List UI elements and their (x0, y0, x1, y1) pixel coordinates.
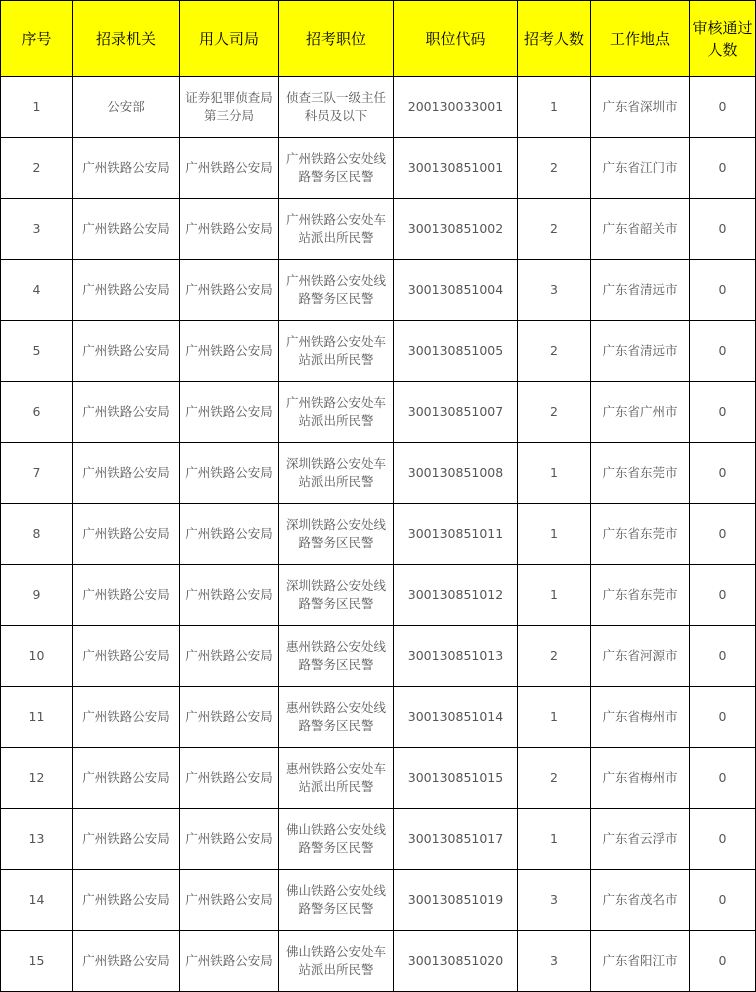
cell-index: 11 (1, 687, 73, 748)
cell-index: 4 (1, 260, 73, 321)
cell-position: 惠州铁路公安处车站派出所民警 (279, 748, 394, 809)
cell-position-code: 300130851005 (394, 321, 518, 382)
cell-approved-count: 0 (690, 77, 756, 138)
cell-work-location: 广东省清远市 (591, 321, 690, 382)
cell-hiring-count: 1 (518, 687, 591, 748)
cell-index: 3 (1, 199, 73, 260)
header-employing-bureau: 用人司局 (180, 1, 279, 77)
cell-approved-count: 0 (690, 687, 756, 748)
cell-hiring-count: 1 (518, 77, 591, 138)
cell-work-location: 广东省河源市 (591, 626, 690, 687)
cell-employing-bureau: 广州铁路公安局 (180, 382, 279, 443)
cell-work-location: 广东省深圳市 (591, 77, 690, 138)
cell-position: 深圳铁路公安处车站派出所民警 (279, 443, 394, 504)
cell-work-location: 广东省东莞市 (591, 504, 690, 565)
cell-hiring-count: 1 (518, 809, 591, 870)
cell-recruiting-agency: 广州铁路公安局 (73, 321, 180, 382)
cell-index: 13 (1, 809, 73, 870)
cell-position-code: 300130851015 (394, 748, 518, 809)
cell-approved-count: 0 (690, 809, 756, 870)
cell-recruiting-agency: 广州铁路公安局 (73, 626, 180, 687)
cell-approved-count: 0 (690, 321, 756, 382)
cell-index: 2 (1, 138, 73, 199)
cell-employing-bureau: 广州铁路公安局 (180, 504, 279, 565)
cell-position-code: 300130851017 (394, 809, 518, 870)
cell-recruiting-agency: 广州铁路公安局 (73, 870, 180, 931)
table-row (1, 260, 756, 321)
header-approved-count: 审核通过人数 (690, 1, 756, 77)
cell-work-location: 广东省东莞市 (591, 443, 690, 504)
table-body (1, 77, 756, 992)
cell-position: 广州铁路公安处车站派出所民警 (279, 321, 394, 382)
cell-index: 14 (1, 870, 73, 931)
cell-hiring-count: 2 (518, 382, 591, 443)
cell-position-code: 300130851012 (394, 565, 518, 626)
table-row (1, 138, 756, 199)
cell-position-code: 300130851011 (394, 504, 518, 565)
cell-employing-bureau: 广州铁路公安局 (180, 687, 279, 748)
cell-approved-count: 0 (690, 260, 756, 321)
cell-position-code: 300130851019 (394, 870, 518, 931)
table-row (1, 748, 756, 809)
cell-employing-bureau: 广州铁路公安局 (180, 321, 279, 382)
cell-approved-count: 0 (690, 931, 756, 992)
table-row (1, 504, 756, 565)
table-row (1, 870, 756, 931)
cell-position: 侦查三队一级主任科员及以下 (279, 77, 394, 138)
table-row (1, 687, 756, 748)
cell-hiring-count: 2 (518, 138, 591, 199)
cell-work-location: 广东省江门市 (591, 138, 690, 199)
table-row (1, 809, 756, 870)
cell-approved-count: 0 (690, 199, 756, 260)
header-row (1, 1, 756, 77)
cell-work-location: 广东省东莞市 (591, 565, 690, 626)
cell-index: 9 (1, 565, 73, 626)
cell-position-code: 300130851013 (394, 626, 518, 687)
cell-hiring-count: 3 (518, 931, 591, 992)
table-row (1, 565, 756, 626)
cell-position: 惠州铁路公安处线路警务区民警 (279, 626, 394, 687)
cell-recruiting-agency: 广州铁路公安局 (73, 748, 180, 809)
cell-hiring-count: 1 (518, 504, 591, 565)
table-row (1, 199, 756, 260)
table-row (1, 626, 756, 687)
cell-position-code: 300130851008 (394, 443, 518, 504)
cell-approved-count: 0 (690, 138, 756, 199)
cell-hiring-count: 1 (518, 443, 591, 504)
cell-work-location: 广东省广州市 (591, 382, 690, 443)
cell-position: 佛山铁路公安处车站派出所民警 (279, 931, 394, 992)
cell-position: 深圳铁路公安处线路警务区民警 (279, 565, 394, 626)
cell-position-code: 300130851004 (394, 260, 518, 321)
cell-work-location: 广东省韶关市 (591, 199, 690, 260)
cell-hiring-count: 2 (518, 748, 591, 809)
header-position: 招考职位 (279, 1, 394, 77)
cell-recruiting-agency: 广州铁路公安局 (73, 565, 180, 626)
cell-hiring-count: 1 (518, 565, 591, 626)
cell-recruiting-agency: 广州铁路公安局 (73, 138, 180, 199)
cell-employing-bureau: 广州铁路公安局 (180, 626, 279, 687)
table-row (1, 77, 756, 138)
cell-position-code: 300130851014 (394, 687, 518, 748)
cell-recruiting-agency: 广州铁路公安局 (73, 443, 180, 504)
cell-approved-count: 0 (690, 870, 756, 931)
cell-recruiting-agency: 公安部 (73, 77, 180, 138)
cell-employing-bureau: 广州铁路公安局 (180, 138, 279, 199)
header-hiring-count: 招考人数 (518, 1, 591, 77)
cell-recruiting-agency: 广州铁路公安局 (73, 199, 180, 260)
cell-approved-count: 0 (690, 504, 756, 565)
cell-employing-bureau: 广州铁路公安局 (180, 199, 279, 260)
cell-recruiting-agency: 广州铁路公安局 (73, 504, 180, 565)
cell-approved-count: 0 (690, 748, 756, 809)
cell-position: 广州铁路公安处线路警务区民警 (279, 138, 394, 199)
cell-position: 佛山铁路公安处线路警务区民警 (279, 870, 394, 931)
cell-hiring-count: 3 (518, 870, 591, 931)
cell-position: 深圳铁路公安处线路警务区民警 (279, 504, 394, 565)
header-position-code: 职位代码 (394, 1, 518, 77)
cell-index: 5 (1, 321, 73, 382)
cell-index: 8 (1, 504, 73, 565)
table-row (1, 931, 756, 992)
cell-approved-count: 0 (690, 565, 756, 626)
cell-employing-bureau: 广州铁路公安局 (180, 260, 279, 321)
cell-employing-bureau: 广州铁路公安局 (180, 443, 279, 504)
table-row (1, 321, 756, 382)
cell-index: 7 (1, 443, 73, 504)
cell-employing-bureau: 证券犯罪侦查局第三分局 (180, 77, 279, 138)
cell-work-location: 广东省云浮市 (591, 809, 690, 870)
cell-position-code: 200130033001 (394, 77, 518, 138)
cell-work-location: 广东省清远市 (591, 260, 690, 321)
cell-hiring-count: 2 (518, 199, 591, 260)
cell-index: 15 (1, 931, 73, 992)
cell-recruiting-agency: 广州铁路公安局 (73, 809, 180, 870)
cell-employing-bureau: 广州铁路公安局 (180, 748, 279, 809)
cell-hiring-count: 2 (518, 321, 591, 382)
cell-work-location: 广东省梅州市 (591, 687, 690, 748)
table-row (1, 443, 756, 504)
cell-employing-bureau: 广州铁路公安局 (180, 931, 279, 992)
cell-approved-count: 0 (690, 382, 756, 443)
header-index: 序号 (1, 1, 73, 77)
cell-position-code: 300130851001 (394, 138, 518, 199)
cell-position-code: 300130851020 (394, 931, 518, 992)
cell-position: 佛山铁路公安处线路警务区民警 (279, 809, 394, 870)
table-row (1, 382, 756, 443)
cell-index: 6 (1, 382, 73, 443)
cell-index: 12 (1, 748, 73, 809)
cell-position-code: 300130851002 (394, 199, 518, 260)
cell-work-location: 广东省梅州市 (591, 748, 690, 809)
cell-position: 广州铁路公安处车站派出所民警 (279, 382, 394, 443)
cell-index: 10 (1, 626, 73, 687)
cell-approved-count: 0 (690, 443, 756, 504)
cell-work-location: 广东省阳江市 (591, 931, 690, 992)
cell-position: 广州铁路公安处线路警务区民警 (279, 260, 394, 321)
cell-recruiting-agency: 广州铁路公安局 (73, 382, 180, 443)
cell-hiring-count: 2 (518, 626, 591, 687)
cell-employing-bureau: 广州铁路公安局 (180, 809, 279, 870)
cell-position-code: 300130851007 (394, 382, 518, 443)
cell-hiring-count: 3 (518, 260, 591, 321)
cell-recruiting-agency: 广州铁路公安局 (73, 687, 180, 748)
cell-work-location: 广东省茂名市 (591, 870, 690, 931)
cell-position: 广州铁路公安处车站派出所民警 (279, 199, 394, 260)
header-recruiting-agency: 招录机关 (73, 1, 180, 77)
cell-position: 惠州铁路公安处线路警务区民警 (279, 687, 394, 748)
cell-approved-count: 0 (690, 626, 756, 687)
cell-recruiting-agency: 广州铁路公安局 (73, 931, 180, 992)
header-work-location: 工作地点 (591, 1, 690, 77)
cell-index: 1 (1, 77, 73, 138)
cell-employing-bureau: 广州铁路公安局 (180, 565, 279, 626)
cell-recruiting-agency: 广州铁路公安局 (73, 260, 180, 321)
cell-employing-bureau: 广州铁路公安局 (180, 870, 279, 931)
